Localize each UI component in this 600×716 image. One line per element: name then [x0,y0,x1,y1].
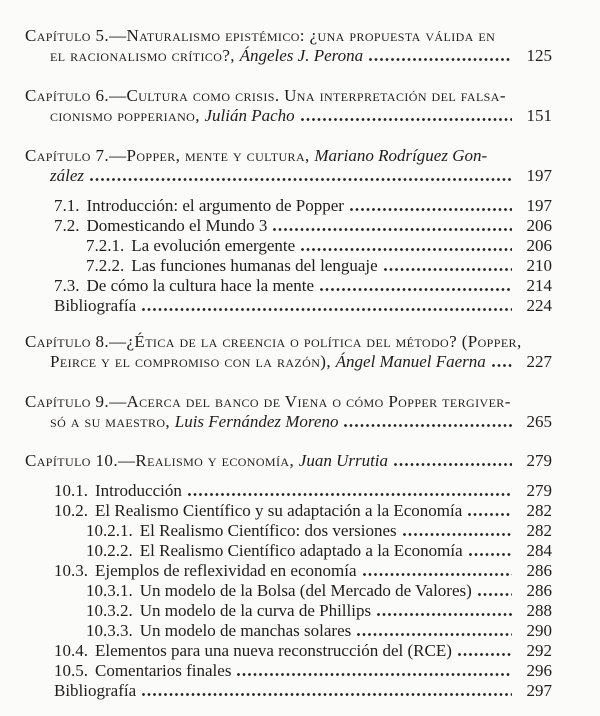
entry-number: 10.3.2. [86,601,133,620]
page-number: 288 [526,601,552,620]
dot-leader [319,287,512,292]
entry-7-2-2 [0,256,552,276]
page-number: 265 [526,412,552,431]
entry-title: Bibliografía [54,296,137,315]
dot-leader [300,247,512,252]
entry-title: Un modelo de manchas solares [139,621,352,640]
page-number: 279 [526,451,552,470]
dot-leader [491,363,512,368]
entry-title: Comentarios finales [95,661,232,680]
entry-number: 10.2.1. [86,521,133,540]
dot-leader [349,207,512,212]
chapter-title: Peirce y el compromiso con la razón), [50,352,336,371]
author-name: Julián Pacho [204,106,295,125]
entry-title: Un modelo de la Bolsa (del Mercado de Valores) [139,581,472,600]
entry-number: 10.3.3. [86,621,133,640]
entry-10-2-1 [0,521,552,541]
entry-10-2 [0,501,552,521]
entry-10-5 [0,661,552,681]
chapter-6-title-line-2 [0,106,552,126]
page-number: 297 [526,681,552,700]
dot-leader [141,692,512,697]
entry-title: Un modelo de la curva de Phillips [139,601,372,620]
chapter-7-title-line-2 [0,166,552,186]
author-name: Ángel Manuel Faerna [335,352,486,371]
entry-title: Bibliografía [54,681,137,700]
entry-title: El Realismo Científico: dos versiones [139,521,397,540]
dot-leader [402,532,512,537]
entry-title: Ejemplos de reflexividad en economía [95,561,357,580]
chapter-7-bibliography [0,296,552,316]
entry-10-3-3 [0,621,552,641]
dot-leader [356,632,512,637]
entry-10-4 [0,641,552,661]
page-number: 286 [526,581,552,600]
page-number: 206 [526,216,552,235]
dot-leader [89,177,512,182]
entry-number: 7.2. [54,216,80,235]
dot-leader [468,552,512,557]
dot-leader [383,267,512,272]
entry-number: 10.3. [54,561,88,580]
chapter-8-title-line-2 [0,352,552,372]
dot-leader [343,423,512,428]
entry-7-2 [0,216,552,236]
chapter-10-title-line-1 [0,451,552,471]
chapter-title: Capítulo 9.—Acerca del banco de Viena o cómo Popper tergiver- [25,392,511,411]
page-number: 290 [526,621,552,640]
chapter-10-bibliography [0,681,552,701]
chapter-8-title-line-1 [0,332,552,352]
entry-title: Introducción [95,481,182,500]
author-name: Ángeles J. Perona [239,46,364,65]
page-number: 292 [526,641,552,660]
dot-leader [187,492,512,497]
entry-title: El Realismo Científico adaptado a la Economía [139,541,463,560]
page-number: 197 [526,196,552,215]
author-name: Mariano Rodríguez Gon- [314,146,488,165]
entry-10-2-2 [0,541,552,561]
dot-leader [467,512,512,517]
entry-7-2-1 [0,236,552,256]
dot-leader [272,227,512,232]
entry-number: 7.1. [54,196,80,215]
chapter-title: Capítulo 5.—Naturalismo epistémico: ¿una propuesta válida en [25,26,496,45]
page-number: 282 [526,501,552,520]
entry-number: 7.2.1. [86,236,125,255]
page-number: 210 [526,256,552,275]
chapter-5-title-line-1 [0,26,552,46]
page-number: 284 [526,541,552,560]
page-number: 125 [526,46,552,65]
dot-leader [368,57,512,62]
chapter-title: el racionalismo crítico?, [50,46,240,65]
chapter-9-title-line-2 [0,412,552,432]
chapter-5-title-line-2 [0,46,552,66]
entry-10-3-1 [0,581,552,601]
entry-title: El Realismo Científico y su adaptación a la Economía [95,501,463,520]
dot-leader [236,672,512,677]
entry-title: De cómo la cultura hace la mente [86,276,314,295]
page-number: 206 [526,236,552,255]
dot-leader [300,117,512,122]
chapter-title: Capítulo 7.—Popper, mente y cultura, [25,146,315,165]
author-name: zález [50,166,84,185]
entry-number: 10.3.1. [86,581,133,600]
page-number: 227 [526,352,552,371]
entry-number: 10.4. [54,641,88,660]
page-number: 296 [526,661,552,680]
entry-number: 7.3. [54,276,80,295]
entry-title: Domesticando el Mundo 3 [86,216,268,235]
dot-leader [477,592,512,597]
dot-leader [376,612,512,617]
entry-number: 10.2.2. [86,541,133,560]
chapter-title: Capítulo 6.—Cultura como crisis. Una interpretación del falsa- [25,86,506,105]
entry-title: La evolución emergente [131,236,296,255]
entry-number: 10.2. [54,501,88,520]
page-number: 197 [526,166,552,185]
entry-7-3 [0,276,552,296]
page-number: 224 [526,296,552,315]
chapter-title: cionismo popperiano, [50,106,205,125]
chapter-title: Capítulo 10.—Realismo y economía, [25,451,299,470]
author-name: Luis Fernández Moreno [174,412,339,431]
entry-number: 7.2.2. [86,256,125,275]
chapter-7-title-line-1 [0,146,552,166]
page-number: 286 [526,561,552,580]
page-number: 279 [526,481,552,500]
dot-leader [393,462,512,467]
entry-number: 10.5. [54,661,88,680]
entry-10-3 [0,561,552,581]
dot-leader [141,307,512,312]
chapter-6-title-line-1 [0,86,552,106]
entry-number: 10.1. [54,481,88,500]
entry-10-3-2 [0,601,552,621]
dot-leader [457,652,512,657]
entry-title: Introducción: el argumento de Popper [86,196,344,215]
entry-7-1 [0,196,552,216]
entry-title: Elementos para una nueva reconstrucción del (RCE) [95,641,452,660]
dot-leader [362,572,512,577]
page-number: 214 [526,276,552,295]
page-number: 151 [526,106,552,125]
entry-title: Las funciones humanas del lenguaje [131,256,378,275]
chapter-title: só a su maestro, [50,412,175,431]
author-name: Juan Urrutia [298,451,389,470]
chapter-9-title-line-1 [0,392,552,412]
entry-10-1 [0,481,552,501]
chapter-title: Capítulo 8.—¿Ética de la creencia o política del método? (Popper, [25,332,522,351]
page-number: 282 [526,521,552,540]
